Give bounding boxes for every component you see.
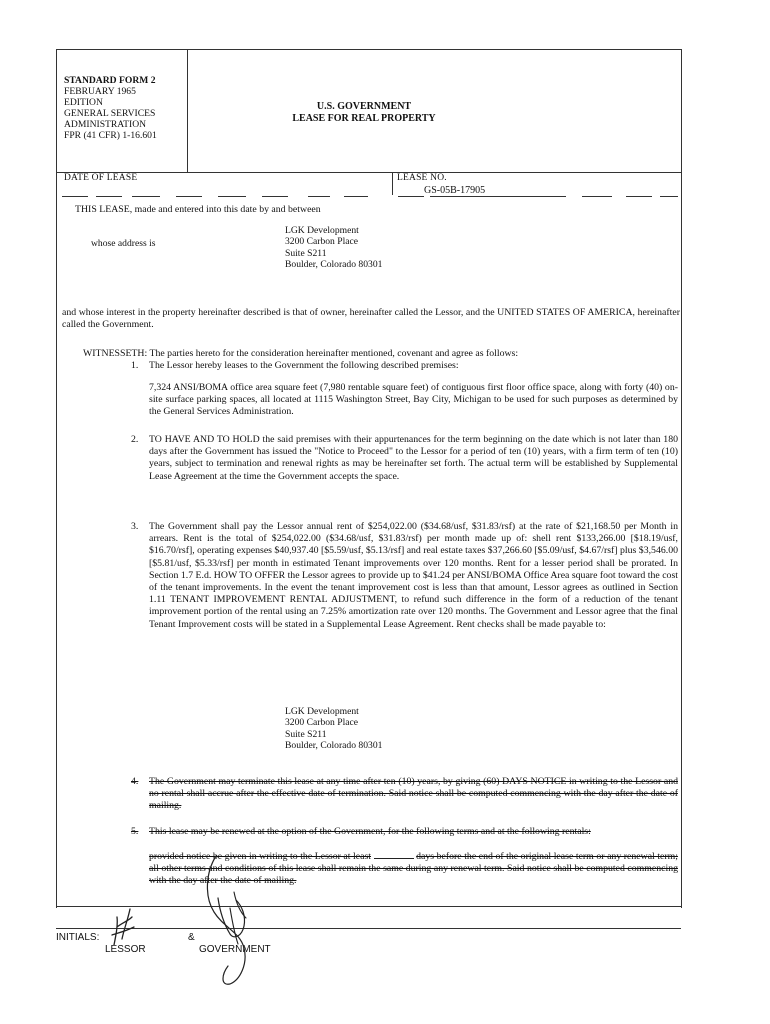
footer-rule xyxy=(56,906,681,907)
notice-text-b: days before the end of the original lease term or any renewal term; all other terms and conditions of this lease shall remain the same during any renewal term. Said notice shall be computed commencing with the day after the date of mailing. xyxy=(149,851,679,887)
address-line: Suite S211 xyxy=(285,728,327,740)
whose-address-label: whose address is xyxy=(91,238,156,249)
clause-3-text: The Government shall pay the Lessor annual rent of $254,022.00 ($34.68/usf, $31.83/rsf) at the rate of $21,168.50 per Month in arrears. Rent is the total of $254,022.00 ($34.68/usf, $31.83/rsf) per month made up of: shell rent $133,266.00 [$18.19/usf, $16.70/rsf], operating expenses $40,937.40 [$5.59/usf, $5.13/rsf] and real estate taxes $37,266.60 [$5.09/usf, $4.67/rsf] plus $3,546.00 [$5.81/usf, $5.33/rsf] per month in estimated Tenant improvements over 120 months. Rent for a lesser period shall be prorated. In Section 1.7 E.d. HOW TO OFFER the Lessor agrees to provide up to $41.24 per ANSI/BOMA Office Area square foot toward the cost of the tenant improvements. In the event the tenant improvement cost is less than that amount, Lessor agrees as outlined in Section 1.11 TENANT IMPROVEMENT RENTAL ADJUSTMENT, to refund such difference in the form of a reduction of the tenant improvement portion of the rental using an 7.25% amortization rate over 120 months. The Government and Lessor agree that the final Tenant Improvement costs will be stated in a Supplemental Lease Agreement. Rent checks shall be made payable to: xyxy=(149,521,678,630)
lessor-address xyxy=(285,225,382,271)
clause-1-text: The Lessor hereby leases to the Government the following described premises: xyxy=(149,360,459,371)
form-id-line: EDITION xyxy=(64,97,103,108)
lease-number-label: LEASE NO. xyxy=(397,173,447,183)
notice-text-a: provided notice be given in writing to the Lessor at least xyxy=(149,851,371,862)
initials-label: INITIALS: xyxy=(56,932,100,943)
interest-paragraph: and whose interest in the property hereinafter described is that of owner, hereinafter called the Lessor, and the UNITED STATES OF AMERICA, hereinafter called the Government. xyxy=(62,307,680,331)
ampersand: & xyxy=(188,932,195,943)
address-line: Boulder, Colorado 80301 xyxy=(285,259,383,271)
document-title xyxy=(224,101,504,125)
clause-5-struck-text: This lease may be renewed at the option of the Government, for the following terms and at the following rentals: xyxy=(149,826,591,837)
form-id-line: FEBRUARY 1965 xyxy=(64,86,136,97)
form-id-line: STANDARD FORM 2 xyxy=(64,75,156,86)
form-id-line: ADMINISTRATION xyxy=(64,119,147,130)
title-line-2: LEASE FOR REAL PROPERTY xyxy=(292,113,436,124)
header-bottom-rule xyxy=(56,172,681,173)
clause-2-text: TO HAVE AND TO HOLD the said premises with their appurtenances for the term beginning on the date which is not later than 180 days after the Government has issued the "Notice to Proceed" to the Lessor for a period of ten (10) years, with a firm term of ten (10) years, subject to termination and renewal rights as may be hereinafter set forth. The actual term will be established by Supplemental Lease Agreement at the time the Government accepts the space. xyxy=(149,434,678,482)
form-identification xyxy=(64,75,157,141)
premises-description: 7,324 ANSI/BOMA office area square feet (7,980 rentable square feet) of contiguous first floor office space, along with forty (40) on-site surface parking spaces, all located at 1115 Washington Street, Bay City, Michigan to be used for such purposes as determined by the General Services Administration. xyxy=(149,382,678,418)
lease-number-value: GS-05B-17905 xyxy=(424,185,486,196)
clause-4-struck-text: The Government may terminate this lease at any time after ten (10) years, by giving (60) DAYS NOTICE in writing to the Lessor and no rental shall accrue after the effective date of termination. Said notice shall be computed commencing with the day after the date of mailing. xyxy=(149,776,678,812)
form-id-line: FPR (41 CFR) 1-16.601 xyxy=(64,130,157,141)
notice-days-blank xyxy=(374,850,414,859)
clause-number: 3. xyxy=(131,521,139,532)
payee-address xyxy=(285,706,382,752)
clause-number: 2. xyxy=(131,434,139,445)
government-label: GOVERNMENT xyxy=(199,944,271,955)
clause-number: 4. xyxy=(131,776,139,787)
lessor-label: LESSOR xyxy=(105,944,146,955)
header-divider xyxy=(187,49,188,172)
clause-number: 5. xyxy=(131,826,139,837)
address-line: Boulder, Colorado 80301 xyxy=(285,740,383,752)
address-line: LGK Development xyxy=(285,225,359,236)
address-line: 3200 Carbon Place xyxy=(285,717,359,729)
field-separator xyxy=(392,172,393,195)
lease-intro: THIS LEASE, made and entered into this date by and between xyxy=(75,204,321,215)
clause-number: 1. xyxy=(131,360,139,371)
date-of-lease-label: DATE OF LEASE xyxy=(64,173,138,183)
address-line: LGK Development xyxy=(285,706,359,717)
address-line: Suite S211 xyxy=(285,247,327,259)
witnesseth: WITNESSETH: The parties hereto for the consideration hereinafter mentioned, covenant and agree as follows: xyxy=(83,348,519,359)
title-line-1: U.S. GOVERNMENT xyxy=(316,101,412,112)
footer-rule xyxy=(56,928,681,929)
form-id-line: GENERAL SERVICES xyxy=(64,108,156,119)
government-initials-signature xyxy=(200,852,270,987)
address-line: 3200 Carbon Place xyxy=(285,236,359,248)
lessor-initials-signature xyxy=(108,905,138,947)
